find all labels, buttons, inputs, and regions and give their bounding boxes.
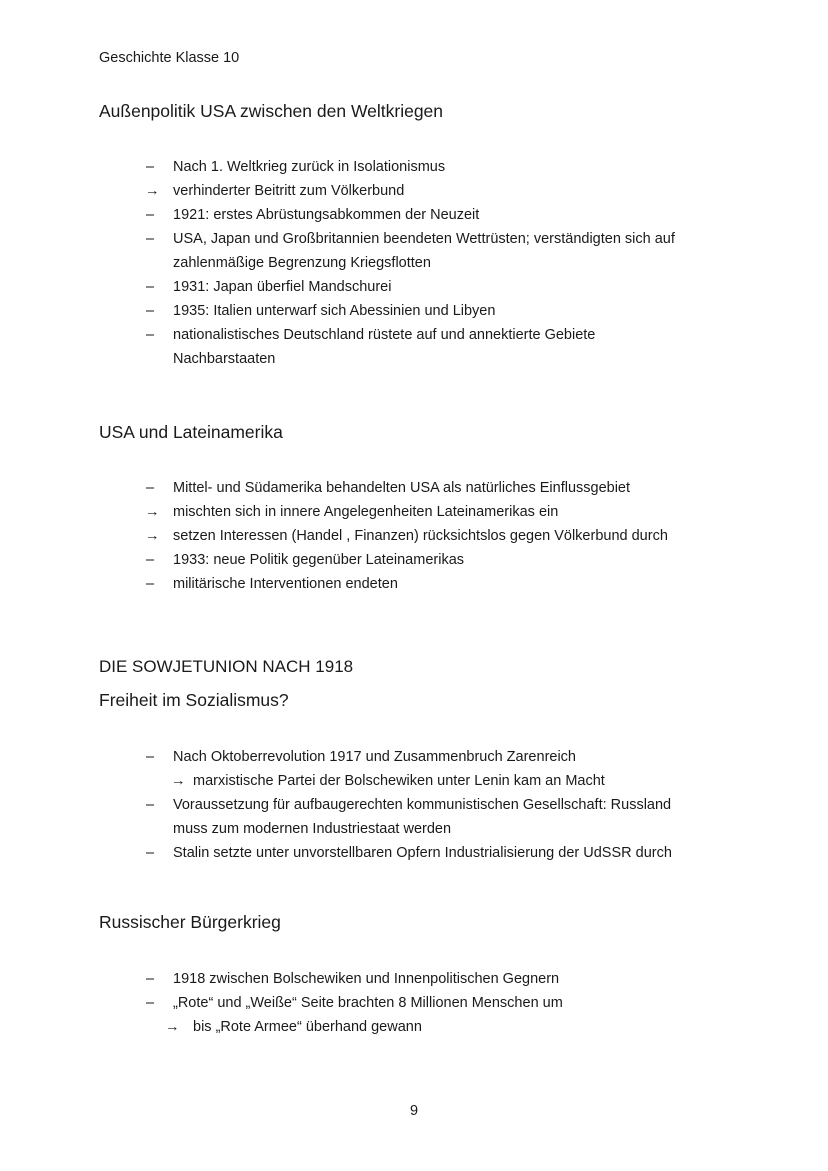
list-item: – Mittel- und Südamerika behandelten USA als natürliches Einflussgebiet: [173, 476, 668, 500]
arrow-marker: →: [165, 1019, 180, 1035]
dash-marker: –: [146, 480, 155, 496]
dash-marker: –: [146, 971, 155, 987]
list-item: – „Rote“ und „Weiße“ Seite brachten 8 Millionen Menschen um: [173, 991, 563, 1015]
list-item: – militärische Interventionen endeten: [173, 572, 668, 596]
section-subheading-freedom-socialism: Freiheit im Sozialismus?: [99, 690, 289, 710]
arrow-marker: →: [145, 183, 160, 199]
list-item: → bis „Rote Armee“ überhand gewann: [173, 1015, 563, 1039]
dash-marker: –: [146, 303, 155, 319]
list-item: – Nach Oktoberrevolution 1917 und Zusammenbruch Zarenreich: [173, 745, 672, 769]
dash-marker: –: [146, 207, 155, 223]
bullet-list-usa-latin-america: [145, 476, 668, 596]
dash-marker: –: [146, 231, 155, 247]
dash-marker: –: [146, 749, 155, 765]
list-item: – 1931: Japan überfiel Mandschurei: [173, 275, 675, 299]
list-item: → mischten sich in innere Angelegenheiten Lateinamerikas ein: [173, 500, 668, 524]
list-item: → verhinderter Beitritt zum Völkerbund: [173, 179, 675, 203]
list-item: – Nach 1. Weltkrieg zurück in Isolationismus: [173, 155, 675, 179]
list-item: → setzen Interessen (Handel , Finanzen) rücksichtslos gegen Völkerbund durch: [173, 524, 668, 548]
dash-marker: –: [146, 797, 155, 813]
list-item: – 1918 zwischen Bolschewiken und Innenpolitischen Gegnern: [173, 967, 563, 991]
bullet-list-soviet-union: [146, 745, 672, 865]
dash-marker: –: [146, 327, 155, 343]
section-heading-usa-foreign-policy: Außenpolitik USA zwischen den Weltkriegen: [99, 101, 444, 121]
bullet-list-russian-civil-war: [146, 967, 563, 1039]
list-item: – 1921: erstes Abrüstungsabkommen der Neuzeit: [173, 203, 675, 227]
list-item: – Voraussetzung für aufbaugerechten kommunistischen Gesellschaft: Russland muss zum modernen Industriestaat werden: [173, 793, 672, 841]
list-item: – Stalin setzte unter unvorstellbaren Opfern Industrialisierung der UdSSR durch: [173, 841, 672, 865]
bullet-list-usa-foreign-policy: [145, 155, 675, 371]
arrow-marker: →: [171, 773, 186, 789]
section-heading-usa-latin-america: USA und Lateinamerika: [99, 422, 283, 442]
arrow-marker: →: [145, 504, 160, 520]
dash-marker: –: [146, 159, 155, 175]
page-number: 9: [409, 1103, 419, 1119]
section-heading-soviet-union: DIE SOWJETUNION NACH 1918: [99, 657, 354, 676]
list-item: – USA, Japan und Großbritannien beendeten Wettrüsten; verständigten sich auf zahlenmäßige Begrenzung Kriegsflotten: [173, 227, 675, 275]
dash-marker: –: [146, 995, 155, 1011]
list-item: – nationalistisches Deutschland rüstete auf und annektierte Gebiete Nachbarstaaten: [173, 323, 675, 371]
document-header: Geschichte Klasse 10: [99, 50, 240, 66]
list-item: – 1933: neue Politik gegenüber Lateinamerikas: [173, 548, 668, 572]
dash-marker: –: [146, 576, 155, 592]
list-item: – 1935: Italien unterwarf sich Abessinien und Libyen: [173, 299, 675, 323]
dash-marker: –: [146, 552, 155, 568]
section-heading-russian-civil-war: Russischer Bürgerkrieg: [99, 912, 281, 932]
list-item: → marxistische Partei der Bolschewiken unter Lenin kam an Macht: [173, 769, 672, 793]
arrow-marker: →: [145, 528, 160, 544]
dash-marker: –: [146, 279, 155, 295]
dash-marker: –: [146, 845, 155, 861]
